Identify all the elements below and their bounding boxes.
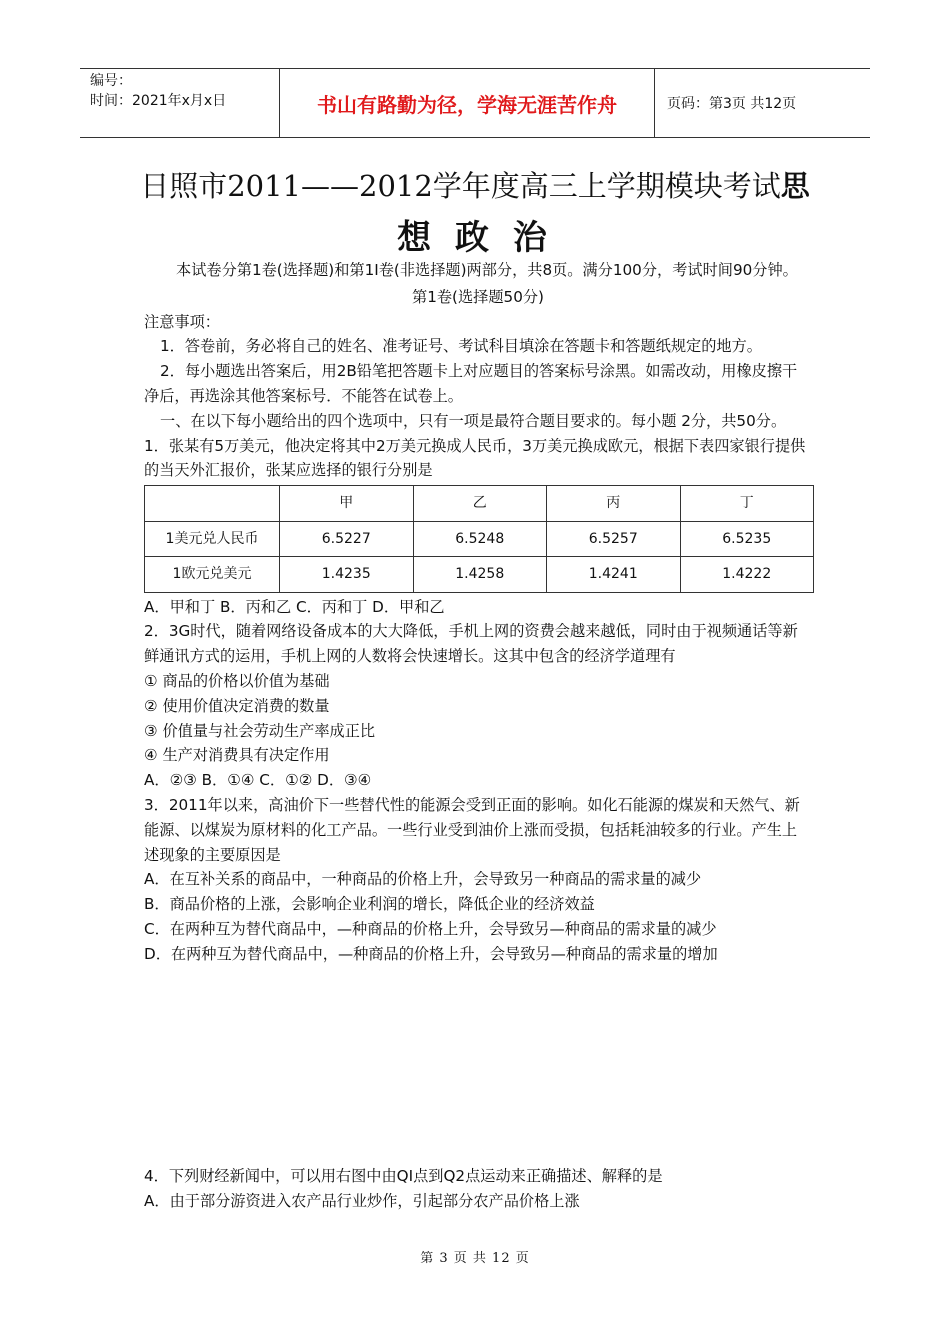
- table-row: [145, 557, 814, 593]
- header-meta: [80, 69, 280, 137]
- q3-option-d: D．在两种互为替代商品中，—种商品的价格上升，会导致另—种商品的需求量的增加: [144, 944, 718, 963]
- header-code: 编号：: [90, 73, 132, 89]
- table-header-cell: 丙: [547, 486, 681, 522]
- header-time: 时间：2021年x月x日: [90, 93, 227, 109]
- table-cell: 1欧元兑美元: [145, 557, 280, 593]
- exam-title-bold: 思: [780, 169, 810, 203]
- table-cell: 1.4235: [280, 557, 414, 593]
- q1-stem: 1．张某有5万美元，他决定将其中2万美元换成人民币，3万美元换成欧元，根据下表四家银行提供的当天外汇报价，张某应选择的银行分别是: [144, 436, 806, 480]
- q3-option-b: B．商品价格的上涨，会影响企业利润的增长，降低企业的经济效益: [144, 895, 595, 914]
- header-page-number: 页码：第3页 共12页: [667, 96, 797, 112]
- exchange-rate-table: [144, 485, 814, 593]
- exam-title-line1: [0, 164, 950, 205]
- table-cell: 6.5227: [280, 521, 414, 557]
- table-header-cell: 甲: [280, 486, 414, 522]
- intro-paragraph: 本试卷分第1卷(选择题)和第1I卷(非选择题)两部分，共8页。满分100分，考试时间90分钟。: [176, 261, 798, 279]
- table-cell: 1.4222: [680, 557, 814, 593]
- table-header-cell: 丁: [680, 486, 814, 522]
- table-cell: 1美元兑人民币: [145, 521, 280, 557]
- q2-item-4: ④ 生产对消费具有决定作用: [144, 746, 330, 765]
- table-cell: 1.4241: [547, 557, 681, 593]
- notice-item-2: 2．每小题选出答案后，用2B铅笔把答题卡上对应题目的答案标号涂黑。如需改动，用橡皮擦干净后，再选涂其他答案标号．不能答在试卷上。: [144, 362, 798, 405]
- exam-title-main: 日照市2011——2012学年度高三上学期模块考试: [140, 169, 781, 203]
- part1-instruction: 一、在以下每小题给出的四个选项中，只有一项是最符合题目要求的。每小题 2分，共50分。: [160, 411, 787, 430]
- q4-block: [144, 1164, 812, 1214]
- q2-stem: 2．3G时代，随着网络设备成本的大大降低，手机上网的资费会越来越低，同时由于视频通话等新鲜通讯方式的运用，手机上网的人数将会快速增长。这其中包含的经济学道理有: [144, 622, 798, 666]
- notice-item-1: 1．答卷前，务必将自己的姓名、准考证号、考试科目填涂在答题卡和答题纸规定的地方。: [160, 337, 762, 356]
- page-header: [80, 68, 870, 138]
- notice-heading: 注意事项：: [144, 312, 220, 331]
- q4-option-a: A．由于部分游资进入农产品行业炒作，引起部分农产品价格上涨: [144, 1191, 580, 1210]
- q3-option-c: C．在两种互为替代商品中，—种商品的价格上升，会导致另—种商品的需求量的减少: [144, 920, 717, 939]
- header-motto: 书山有路勤为径，学海无涯苦作舟: [280, 69, 655, 137]
- exam-title-line2: 想 政 治: [397, 218, 553, 258]
- table-cell: 6.5257: [547, 521, 681, 557]
- exam-body: [144, 258, 812, 967]
- table-cell: 6.5248: [413, 521, 547, 557]
- table-header-row: [145, 486, 814, 522]
- q2-options: A．②③ B．①④ C．①② D．③④: [144, 771, 372, 790]
- page-footer: 第 3 页 共 12 页: [420, 1251, 530, 1266]
- q3-stem: 3．2011年以来，高油价下一些替代性的能源会受到正面的影响。如化石能源的煤炭和天然气、新能源、以煤炭为原材料的化工产品。一些行业受到油价上涨而受损，包括耗油较多的行业。产生上述现象的主要原因是: [144, 796, 800, 864]
- table-header-cell: [145, 486, 280, 522]
- q3-option-a: A．在互补关系的商品中，一种商品的价格上升，会导致另一种商品的需求量的减少: [144, 870, 702, 889]
- q1-options: A．甲和丁 B．丙和乙 C．丙和丁 D．甲和乙: [144, 597, 445, 616]
- section1-title: 第1卷(选择题50分): [412, 287, 544, 306]
- q2-item-1: ① 商品的价格以价值为基础: [144, 672, 330, 691]
- table-cell: 6.5235: [680, 521, 814, 557]
- table-header-cell: 乙: [413, 486, 547, 522]
- q2-item-2: ② 使用价值决定消费的数量: [144, 696, 330, 715]
- table-row: [145, 521, 814, 557]
- q2-item-3: ③ 价值量与社会劳动生产率成正比: [144, 721, 376, 740]
- table-cell: 1.4258: [413, 557, 547, 593]
- q4-stem: 4．下列财经新闻中，可以用右图中由QI点到Q2点运动来正确描述、解释的是: [144, 1167, 663, 1185]
